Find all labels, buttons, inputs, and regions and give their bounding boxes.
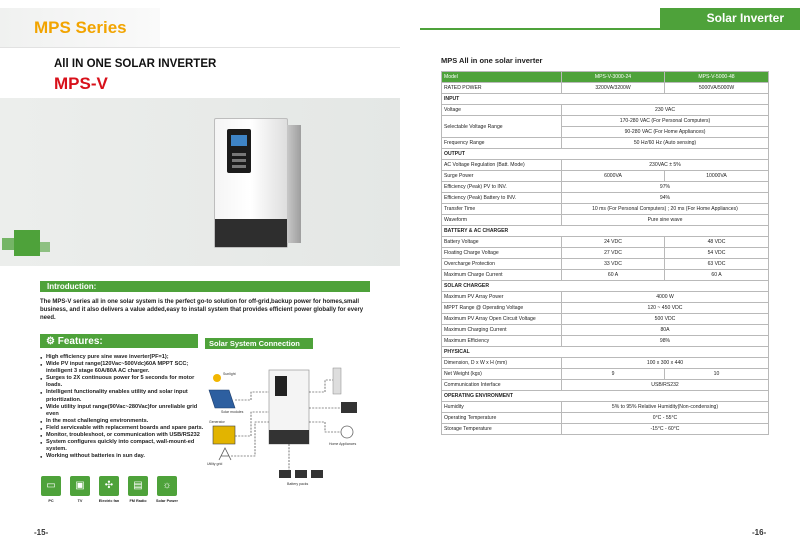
cell: 90-280 VAC (For Home Appliances) xyxy=(562,127,769,138)
battery-packs-label: Battery packs xyxy=(287,482,309,486)
cell: 9 xyxy=(562,369,665,380)
header-divider-left xyxy=(0,47,400,48)
cell: 24 VDC xyxy=(562,237,665,248)
table-row xyxy=(442,380,769,391)
spec-table-title: MPS All in one solar inverter xyxy=(441,56,543,65)
cell: 50 Hz/60 Hz (Auto sensing) xyxy=(562,138,769,149)
cell: 98% xyxy=(562,336,769,347)
table-row xyxy=(442,193,769,204)
tv-icon: ▣ xyxy=(70,476,90,496)
features-heading xyxy=(46,336,103,347)
page-number-left: -15- xyxy=(34,528,49,537)
list-item: ● High efficiency pure sine wave inverter(PF=1); xyxy=(40,354,208,361)
cell: Pure sine wave xyxy=(562,215,769,226)
row-label: Selectable Voltage Range xyxy=(442,116,562,138)
cell: 500 VDC xyxy=(562,314,769,325)
cell: 63 VDC xyxy=(665,259,769,270)
cell: 5000VA/5000W xyxy=(665,83,769,94)
row-label: Floating Charge Voltage xyxy=(442,248,562,259)
row-label: Maximum Efficiency xyxy=(442,336,562,347)
app-solar xyxy=(156,476,178,503)
app-fan xyxy=(98,476,120,503)
table-row xyxy=(442,413,769,424)
row-label: Frequency Range xyxy=(442,138,562,149)
list-item: ● Wide utility input range(90Vac~280Vac)for unreliable grid even xyxy=(40,404,208,418)
connection-heading: Solar System Connection xyxy=(209,339,300,348)
list-item: ● Intelligent functionality enables utility and solar input prioritization. xyxy=(40,389,208,403)
row-label: MPPT Range @ Operating Voltage xyxy=(442,303,562,314)
column-header: Model xyxy=(442,72,562,83)
electric-fan-icon: ✣ xyxy=(99,476,119,496)
section-row xyxy=(442,94,769,105)
decor-square xyxy=(14,230,40,256)
table-row xyxy=(442,259,769,270)
section-label: OPERATING ENVIRONMENT xyxy=(442,391,769,402)
cell: 94% xyxy=(562,193,769,204)
row-label: Maximum Charging Current xyxy=(442,325,562,336)
table-row xyxy=(442,369,769,380)
list-item: ● System configures quickly into compact, wall-mount-ed system. xyxy=(40,439,208,453)
spec-table xyxy=(441,71,769,435)
cell: 27 VDC xyxy=(562,248,665,259)
introduction-text: The MPS-V series all in one solar system is the perfect go-to solution for off-grid,backup power for homes,small business, and it also delivers a value added,easy to install system that provides efficient power globally for every need. xyxy=(40,299,364,321)
row-label: Transfer Time xyxy=(442,204,562,215)
row-label: Net Weight (kgs) xyxy=(442,369,562,380)
table-row xyxy=(442,358,769,369)
row-label: Storage Temperature xyxy=(442,424,562,435)
refrigerator-icon xyxy=(333,368,341,394)
product-hero-image xyxy=(0,98,400,266)
section-label: OUTPUT xyxy=(442,149,769,160)
cell: 4000 W xyxy=(562,292,769,303)
fan-icon xyxy=(341,426,353,438)
cell: 0°C - 55°C xyxy=(562,413,769,424)
section-row xyxy=(442,281,769,292)
table-row xyxy=(442,336,769,347)
section-row xyxy=(442,149,769,160)
table-row xyxy=(442,204,769,215)
row-label: Battery Voltage xyxy=(442,237,562,248)
battery-icon xyxy=(311,470,323,478)
utility-pylon-icon xyxy=(219,448,231,460)
app-label: TV xyxy=(77,499,83,503)
table-header-row xyxy=(442,72,769,83)
cell: 3200VA/3200W xyxy=(562,83,665,94)
cell: USB/RS232 xyxy=(562,380,769,391)
row-label: RATED POWER xyxy=(442,83,562,94)
inverter-display-icon xyxy=(275,376,287,396)
list-item: ● Monitor, troubleshoot, or communication with USB/RS232 xyxy=(40,432,208,439)
table-row xyxy=(442,105,769,116)
row-label: Surge Power xyxy=(442,171,562,182)
cell: 97% xyxy=(562,182,769,193)
product-title: All IN ONE SOLAR INVERTER xyxy=(54,58,217,70)
cell: 10000VA xyxy=(665,171,769,182)
row-label: Overcharge Protection xyxy=(442,259,562,270)
list-item: ● Field serviceable with replacement boards and spare parts. xyxy=(40,425,208,432)
app-tv xyxy=(69,476,91,503)
introduction-heading: Introduction: xyxy=(47,282,97,291)
inverter-image xyxy=(214,118,288,248)
section-row xyxy=(442,391,769,402)
list-item: ● Wide PV input range(120Vac~500Vdc)60A MPPT SCC; intelligent 3 stage 60A/80A AC charger. xyxy=(40,361,208,375)
list-item: ● In the most challenging environments. xyxy=(40,418,208,425)
row-label: Humidity xyxy=(442,402,562,413)
features-list xyxy=(40,354,208,460)
table-row xyxy=(442,138,769,149)
row-label: Maximum PV Array Power xyxy=(442,292,562,303)
cell: 10 ms (For Personal Computers) ; 20 ms (For Home Appliances) xyxy=(562,204,769,215)
section-label: SOLAR CHARGER xyxy=(442,281,769,292)
cell: 33 VDC xyxy=(562,259,665,270)
table-row xyxy=(442,171,769,182)
row-label: AC Voltage Regulation (Batt. Mode) xyxy=(442,160,562,171)
battery-icon xyxy=(279,470,291,478)
header-divider-right xyxy=(420,28,800,30)
application-icons xyxy=(40,476,178,503)
column-header: MPS-V-5000-48 xyxy=(665,72,769,83)
table-row xyxy=(442,314,769,325)
product-model: MPS-V xyxy=(54,74,108,93)
table-row xyxy=(442,248,769,259)
generator-label: Generator xyxy=(209,420,225,424)
app-label: FM Radio xyxy=(129,499,147,503)
cell: 230 VAC xyxy=(562,105,769,116)
app-label: PC xyxy=(48,499,54,503)
generator-icon xyxy=(213,426,235,444)
page-number-right: -16- xyxy=(752,528,767,537)
app-label: Solar Power xyxy=(156,499,178,503)
computer-icon xyxy=(341,402,357,413)
cell: 48 VDC xyxy=(665,237,769,248)
row-label: Maximum Charge Current xyxy=(442,270,562,281)
solar-modules-label: Solar modules xyxy=(221,410,244,414)
decor-square xyxy=(40,242,50,252)
cell: 100 x 300 x 440 xyxy=(562,358,769,369)
app-label: Electric fan xyxy=(98,499,120,503)
brand-title: MPS Series xyxy=(34,18,127,37)
table-row xyxy=(442,303,769,314)
table-row xyxy=(442,160,769,171)
connection-diagram xyxy=(205,352,365,498)
table-row xyxy=(442,116,769,127)
table-row xyxy=(442,292,769,303)
cell: 230VAC ± 5% xyxy=(562,160,769,171)
section-label: INPUT xyxy=(442,94,769,105)
cell: -15°C - 60°C xyxy=(562,424,769,435)
decor-square xyxy=(2,238,14,250)
section-label: PHYSICAL xyxy=(442,347,769,358)
table-row xyxy=(442,237,769,248)
app-radio xyxy=(127,476,149,503)
table-row xyxy=(442,270,769,281)
solar-panel-icon xyxy=(209,390,235,408)
home-appliances-label: Home Appliances xyxy=(329,442,357,446)
table-row xyxy=(442,182,769,193)
row-label: Dimension, D x W x H (mm) xyxy=(442,358,562,369)
table-row xyxy=(442,424,769,435)
cell: 170-280 VAC (For Personal Computers) xyxy=(562,116,769,127)
table-row xyxy=(442,402,769,413)
sunlight-label: Sunlight xyxy=(223,372,236,376)
sun-icon xyxy=(213,374,221,382)
section-title: Solar Inverter xyxy=(706,11,784,25)
table-row xyxy=(442,215,769,226)
row-label: Waveform xyxy=(442,215,562,226)
features-heading-text: Features: xyxy=(57,336,103,347)
inverter-base-icon xyxy=(269,430,309,444)
section-row xyxy=(442,226,769,237)
cell: 54 VDC xyxy=(665,248,769,259)
list-item: ● Working without batteries in sun day. xyxy=(40,453,208,460)
utility-grid-label: Utility grid xyxy=(207,462,223,466)
fm-radio-icon: ▤ xyxy=(128,476,148,496)
section-row xyxy=(442,347,769,358)
cell: 60 A xyxy=(665,270,769,281)
row-label: Efficiency (Peak) PV to INV. xyxy=(442,182,562,193)
table-row xyxy=(442,325,769,336)
cell: 6000VA xyxy=(562,171,665,182)
cell: 80A xyxy=(562,325,769,336)
section-label: BATTERY & AC CHARGER xyxy=(442,226,769,237)
row-label: Efficiency (Peak) Battery to INV. xyxy=(442,193,562,204)
gear-icon: ⚙ xyxy=(46,336,55,347)
pc-icon: ▭ xyxy=(41,476,61,496)
battery-icon xyxy=(295,470,307,478)
list-item: ● Surges to 2X continuous power for 5 seconds for motor loads. xyxy=(40,375,208,389)
row-label: Maximum PV Array Open Circuit Voltage xyxy=(442,314,562,325)
row-label: Voltage xyxy=(442,105,562,116)
cell: 120 ~ 450 VDC xyxy=(562,303,769,314)
table-row xyxy=(442,83,769,94)
row-label: Operating Temperature xyxy=(442,413,562,424)
cell: 5% to 95% Relative Humidity(Non-condensing) xyxy=(562,402,769,413)
solar-power-icon: ☼ xyxy=(157,476,177,496)
row-label: Communication Interface xyxy=(442,380,562,391)
column-header: MPS-V-3000-24 xyxy=(562,72,665,83)
cell: 60 A xyxy=(562,270,665,281)
cell: 10 xyxy=(665,369,769,380)
app-pc xyxy=(40,476,62,503)
